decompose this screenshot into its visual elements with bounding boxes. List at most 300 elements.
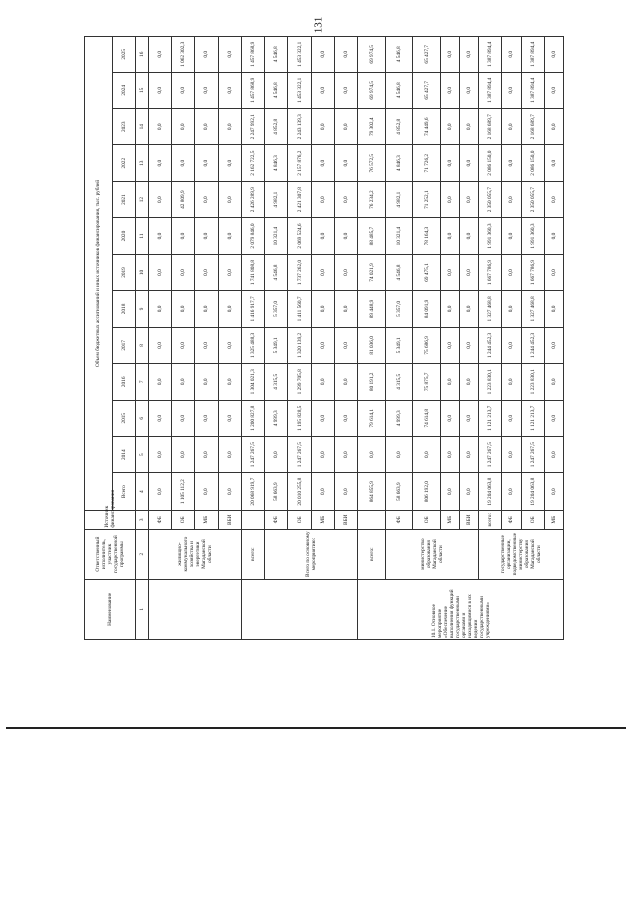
value-cell: 4 852,8 bbox=[385, 109, 413, 145]
executor-header: Ответственный исполнитель, участник государственной программы bbox=[85, 529, 136, 579]
value-cell: 0,0 bbox=[148, 291, 171, 327]
value-cell: 10 321,4 bbox=[385, 218, 413, 254]
value-cell: 0,0 bbox=[441, 218, 460, 254]
value-cell: 0,0 bbox=[502, 145, 521, 181]
value-cell: 1 991 360,3 bbox=[479, 218, 502, 254]
value-cell: 1 327 468,8 bbox=[521, 291, 544, 327]
value-cell: 2 069 524,6 bbox=[288, 218, 311, 254]
value-cell: 5 357,0 bbox=[265, 291, 288, 327]
value-cell: 4 546,8 bbox=[385, 72, 413, 108]
value-cell: 0,0 bbox=[148, 145, 171, 181]
value-cell: 2 421 307,8 bbox=[288, 181, 311, 217]
value-cell: 0,0 bbox=[335, 327, 358, 363]
value-cell: 1 247 267,5 bbox=[521, 436, 544, 472]
executor-cell: жилищно-коммунального хозяйства и энергетики Магаданской области bbox=[148, 529, 241, 579]
value-cell: 0,0 bbox=[335, 473, 358, 510]
value-cell: 0,0 bbox=[544, 291, 563, 327]
value-cell: 0,0 bbox=[311, 37, 334, 73]
name-header: Наименование bbox=[85, 579, 136, 639]
value-cell: 0,0 bbox=[195, 473, 218, 510]
value-cell: 1 247 267,5 bbox=[288, 436, 311, 472]
value-cell: 0,0 bbox=[218, 327, 241, 363]
value-cell: 0,0 bbox=[335, 254, 358, 290]
value-cell: 0,0 bbox=[460, 181, 479, 217]
value-cell: 1 223 830,1 bbox=[479, 364, 502, 400]
value-cell: 1 453 322,1 bbox=[288, 37, 311, 73]
value-cell: 0,0 bbox=[311, 254, 334, 290]
value-cell: 88 485,7 bbox=[358, 218, 386, 254]
value-cell: 80 191,2 bbox=[358, 364, 386, 400]
source-cell: МБ bbox=[544, 510, 563, 529]
value-cell: 0,0 bbox=[335, 364, 358, 400]
value-cell: 0,0 bbox=[441, 436, 460, 472]
value-cell: 69 974,5 bbox=[358, 72, 386, 108]
value-cell: 10 321,4 bbox=[265, 218, 288, 254]
value-cell: 0,0 bbox=[195, 291, 218, 327]
value-cell: 0,0 bbox=[441, 254, 460, 290]
source-cell-empty bbox=[358, 510, 386, 529]
table-row bbox=[479, 37, 502, 640]
executor-cell: всего: bbox=[358, 529, 386, 579]
year-header-2018: 2018 bbox=[112, 291, 135, 327]
value-cell: 5 349,1 bbox=[265, 327, 288, 363]
value-cell: 0,0 bbox=[441, 400, 460, 436]
value-cell: 0,0 bbox=[502, 291, 521, 327]
value-cell: 4 546,8 bbox=[265, 37, 288, 73]
value-cell: 0,0 bbox=[311, 364, 334, 400]
value-cell: 1 121 213,7 bbox=[521, 400, 544, 436]
year-header-2017: 2017 bbox=[112, 327, 135, 363]
value-cell: 0,0 bbox=[544, 436, 563, 472]
value-cell: 1 387 894,4 bbox=[479, 37, 502, 73]
value-cell: 0,0 bbox=[171, 364, 194, 400]
value-cell: 74 021,9 bbox=[358, 254, 386, 290]
value-cell: 0,0 bbox=[335, 181, 358, 217]
value-cell: 20 068 919,7 bbox=[241, 473, 264, 510]
column-index-cell: 10 bbox=[135, 254, 148, 290]
value-cell: 4 546,8 bbox=[385, 37, 413, 73]
value-cell: 0,0 bbox=[502, 364, 521, 400]
column-index-cell: 4 bbox=[135, 473, 148, 510]
value-cell: 0,0 bbox=[460, 436, 479, 472]
value-cell: 0,0 bbox=[218, 436, 241, 472]
value-cell: 58 663,9 bbox=[385, 473, 413, 510]
value-cell: 1 244 452,3 bbox=[521, 327, 544, 363]
value-cell: 0,0 bbox=[171, 291, 194, 327]
source-cell: ФБ bbox=[148, 510, 171, 529]
value-cell: 1 741 808,8 bbox=[241, 254, 264, 290]
value-cell: 2 350 055,7 bbox=[521, 181, 544, 217]
value-cell: 0,0 bbox=[195, 400, 218, 436]
value-cell: 79 302,4 bbox=[358, 109, 386, 145]
column-index-cell: 6 bbox=[135, 400, 148, 436]
value-cell: 4 546,8 bbox=[265, 254, 288, 290]
value-cell: 4 982,1 bbox=[385, 181, 413, 217]
table-row bbox=[265, 37, 288, 640]
value-cell: 0,0 bbox=[311, 400, 334, 436]
value-cell: 1 457 868,9 bbox=[241, 37, 264, 73]
value-cell: 0,0 bbox=[544, 254, 563, 290]
source-cell: ФБ bbox=[502, 510, 521, 529]
value-cell: 0,0 bbox=[218, 364, 241, 400]
value-cell: 4 315,5 bbox=[385, 364, 413, 400]
source-cell: МБ bbox=[311, 510, 334, 529]
value-cell: 76 572,5 bbox=[358, 145, 386, 181]
source-cell: всего: bbox=[479, 510, 502, 529]
value-cell: 0,0 bbox=[195, 436, 218, 472]
value-cell: 1 737 262,0 bbox=[288, 254, 311, 290]
column-index-cell: 3 bbox=[135, 510, 148, 529]
value-cell: 2 086 150,0 bbox=[479, 145, 502, 181]
source-cell: ВБИ bbox=[460, 510, 479, 529]
value-cell: 1 387 894,4 bbox=[479, 72, 502, 108]
value-cell: 75 686,9 bbox=[413, 327, 441, 363]
value-cell: 1 667 786,9 bbox=[521, 254, 544, 290]
table-row bbox=[241, 37, 264, 640]
value-cell: 0,0 bbox=[544, 72, 563, 108]
index-row bbox=[135, 37, 148, 640]
value-cell: 0,0 bbox=[335, 218, 358, 254]
value-cell: 2 350 055,7 bbox=[479, 181, 502, 217]
value-cell: 0,0 bbox=[460, 364, 479, 400]
value-cell: 0,0 bbox=[335, 145, 358, 181]
name-cell-empty bbox=[148, 579, 241, 639]
value-cell: 0,0 bbox=[218, 218, 241, 254]
value-cell: 0,0 bbox=[502, 473, 521, 510]
value-cell: 69 974,5 bbox=[358, 37, 386, 73]
year-header-2023: 2023 bbox=[112, 109, 135, 145]
value-cell: 0,0 bbox=[171, 72, 194, 108]
value-cell: 0,0 bbox=[148, 72, 171, 108]
value-cell: 0,0 bbox=[195, 254, 218, 290]
value-cell: 89 448,9 bbox=[358, 291, 386, 327]
value-cell: 1 195 828,5 bbox=[288, 400, 311, 436]
value-cell: 0,0 bbox=[171, 145, 194, 181]
value-cell: 1 105 112,2 bbox=[171, 473, 194, 510]
value-cell: 19 204 063,8 bbox=[521, 473, 544, 510]
value-cell: 1 200 827,8 bbox=[241, 400, 264, 436]
value-cell: 0,0 bbox=[544, 364, 563, 400]
value-cell: 0,0 bbox=[502, 37, 521, 73]
value-cell: 864 855,9 bbox=[358, 473, 386, 510]
header-row bbox=[85, 37, 113, 640]
value-cell: 1 387 894,4 bbox=[521, 37, 544, 73]
column-index-cell: 9 bbox=[135, 291, 148, 327]
value-cell: 2 168 689,7 bbox=[479, 109, 502, 145]
value-cell: 1 299 705,8 bbox=[288, 364, 311, 400]
value-cell: 0,0 bbox=[502, 400, 521, 436]
value-cell: 0,0 bbox=[544, 109, 563, 145]
value-cell: 78 164,3 bbox=[413, 218, 441, 254]
executor-cell: Всего по основному мероприятию: bbox=[265, 529, 358, 579]
value-cell: 0,0 bbox=[148, 254, 171, 290]
value-cell: 69 475,1 bbox=[413, 254, 441, 290]
value-cell: 0,0 bbox=[148, 473, 171, 510]
value-cell: 0,0 bbox=[265, 436, 288, 472]
page-number: 131 bbox=[312, 16, 324, 34]
value-cell: 65 427,7 bbox=[413, 72, 441, 108]
value-cell: 65 427,7 bbox=[413, 37, 441, 73]
column-index-cell: 12 bbox=[135, 181, 148, 217]
value-cell: 0,0 bbox=[441, 72, 460, 108]
value-cell: 0,0 bbox=[195, 109, 218, 145]
value-cell: 0,0 bbox=[148, 400, 171, 436]
value-cell: 42 809,9 bbox=[171, 181, 194, 217]
column-index-cell: 15 bbox=[135, 72, 148, 108]
source-cell: ОБ bbox=[521, 510, 544, 529]
value-cell: 0,0 bbox=[544, 181, 563, 217]
value-cell: 1 247 267,5 bbox=[479, 436, 502, 472]
value-cell: 0,0 bbox=[148, 364, 171, 400]
value-cell: 0,0 bbox=[502, 181, 521, 217]
value-cell: 0,0 bbox=[460, 254, 479, 290]
value-cell: 0,0 bbox=[441, 327, 460, 363]
value-cell: 0,0 bbox=[218, 109, 241, 145]
value-cell: 2 162 722,5 bbox=[241, 145, 264, 181]
year-header-2014: 2014 bbox=[112, 436, 135, 472]
value-cell: 0,0 bbox=[171, 109, 194, 145]
value-cell: 806 192,0 bbox=[413, 473, 441, 510]
column-index-cell: 5 bbox=[135, 436, 148, 472]
value-cell: 4 999,3 bbox=[265, 400, 288, 436]
column-index-cell: 7 bbox=[135, 364, 148, 400]
value-cell: 1 453 322,1 bbox=[288, 72, 311, 108]
value-cell: 0,0 bbox=[441, 145, 460, 181]
value-cell: 1 121 213,7 bbox=[479, 400, 502, 436]
value-cell: 0,0 bbox=[502, 109, 521, 145]
value-cell: 0,0 bbox=[502, 218, 521, 254]
value-cell: 74 449,6 bbox=[413, 109, 441, 145]
value-cell: 0,0 bbox=[502, 436, 521, 472]
value-cell: 0,0 bbox=[148, 218, 171, 254]
value-cell: 4 315,5 bbox=[265, 364, 288, 400]
value-cell: 0,0 bbox=[195, 327, 218, 363]
year-header-2019: 2019 bbox=[112, 254, 135, 290]
value-cell: 0,0 bbox=[218, 181, 241, 217]
value-cell: 0,0 bbox=[335, 436, 358, 472]
source-header: Источник финансирования bbox=[85, 510, 136, 529]
executor-cell: министерство образования Магаданской области bbox=[385, 529, 478, 579]
year-header-2015: 2015 bbox=[112, 400, 135, 436]
value-cell: 0,0 bbox=[148, 37, 171, 73]
value-cell: 0,0 bbox=[311, 436, 334, 472]
value-cell: 4 982,1 bbox=[265, 181, 288, 217]
value-cell: 0,0 bbox=[195, 72, 218, 108]
value-cell: 0,0 bbox=[441, 473, 460, 510]
value-cell: 0,0 bbox=[460, 37, 479, 73]
value-cell: 0,0 bbox=[148, 327, 171, 363]
value-cell: 0,0 bbox=[171, 254, 194, 290]
value-cell: 74 614,8 bbox=[413, 400, 441, 436]
funding-table bbox=[84, 36, 564, 640]
source-cell: ВБИ bbox=[218, 510, 241, 529]
value-cell: 1 325 488,3 bbox=[241, 327, 264, 363]
value-cell: 0,0 bbox=[195, 181, 218, 217]
value-cell: 2 079 846,0 bbox=[241, 218, 264, 254]
value-cell: 2 157 876,2 bbox=[288, 145, 311, 181]
table-row bbox=[148, 37, 171, 640]
value-cell: 0,0 bbox=[413, 436, 441, 472]
value-cell: 1 387 894,4 bbox=[521, 72, 544, 108]
value-cell: 0,0 bbox=[544, 400, 563, 436]
value-cell: 75 875,7 bbox=[413, 364, 441, 400]
value-cell: 0,0 bbox=[460, 327, 479, 363]
column-index-cell: 11 bbox=[135, 218, 148, 254]
value-cell: 0,0 bbox=[311, 291, 334, 327]
value-cell: 71 252,1 bbox=[413, 181, 441, 217]
value-cell: 84 091,9 bbox=[413, 291, 441, 327]
value-cell: 0,0 bbox=[311, 218, 334, 254]
source-cell: ФБ bbox=[265, 510, 288, 529]
value-cell: 0,0 bbox=[311, 72, 334, 108]
value-cell: 1 247 267,5 bbox=[241, 436, 264, 472]
year-header-2021: 2021 bbox=[112, 181, 135, 217]
funding-header: Объем бюджетных ассигнований и иных источников финансирования, тыс. рублей bbox=[85, 37, 113, 511]
value-cell: 4 546,8 bbox=[265, 72, 288, 108]
value-cell: 0,0 bbox=[460, 109, 479, 145]
value-cell: 0,0 bbox=[148, 109, 171, 145]
value-cell: 20 010 255,8 bbox=[288, 473, 311, 510]
value-cell: 0,0 bbox=[195, 364, 218, 400]
source-cell: ВБИ bbox=[335, 510, 358, 529]
table-row bbox=[385, 37, 413, 640]
year-header-2020: 2020 bbox=[112, 218, 135, 254]
value-cell: 0,0 bbox=[311, 145, 334, 181]
value-cell: 0,0 bbox=[218, 291, 241, 327]
executor-cell: всего: bbox=[241, 529, 264, 579]
value-cell: 0,0 bbox=[335, 400, 358, 436]
value-cell: 0,0 bbox=[148, 436, 171, 472]
value-cell: 0,0 bbox=[311, 109, 334, 145]
value-cell: 1 457 868,9 bbox=[241, 72, 264, 108]
page-separator-line bbox=[6, 727, 626, 729]
value-cell: 0,0 bbox=[171, 218, 194, 254]
value-cell: 71 726,2 bbox=[413, 145, 441, 181]
value-cell: 1 244 452,3 bbox=[479, 327, 502, 363]
value-cell: 0,0 bbox=[218, 145, 241, 181]
value-cell: 5 349,1 bbox=[385, 327, 413, 363]
value-cell: 5 357,0 bbox=[385, 291, 413, 327]
value-cell: 0,0 bbox=[460, 473, 479, 510]
value-cell: 0,0 bbox=[544, 145, 563, 181]
value-cell: 0,0 bbox=[335, 291, 358, 327]
value-cell: 0,0 bbox=[148, 181, 171, 217]
column-index-cell: 2 bbox=[135, 529, 148, 579]
value-cell: 0,0 bbox=[544, 218, 563, 254]
source-cell: ОБ bbox=[171, 510, 194, 529]
measure-name-cell: 10.1. Основное мероприятие «Обеспечение выполнения функций государственными органами и находящимися в их ведении государственными учреждениями» bbox=[358, 579, 564, 639]
value-cell: 0,0 bbox=[335, 37, 358, 73]
value-cell: 0,0 bbox=[218, 254, 241, 290]
table-row bbox=[358, 37, 386, 640]
value-cell: 0,0 bbox=[335, 72, 358, 108]
value-cell: 0,0 bbox=[544, 473, 563, 510]
value-cell: 19 204 063,8 bbox=[479, 473, 502, 510]
value-cell: 0,0 bbox=[460, 72, 479, 108]
value-cell: 0,0 bbox=[195, 145, 218, 181]
value-cell: 0,0 bbox=[502, 254, 521, 290]
value-cell: 58 663,9 bbox=[265, 473, 288, 510]
source-cell-empty bbox=[241, 510, 264, 529]
value-cell: 1 416 917,7 bbox=[241, 291, 264, 327]
value-cell: 4 846,3 bbox=[385, 145, 413, 181]
value-cell: 0,0 bbox=[460, 291, 479, 327]
value-cell: 1 223 830,1 bbox=[521, 364, 544, 400]
value-cell: 0,0 bbox=[441, 37, 460, 73]
value-cell: 0,0 bbox=[460, 145, 479, 181]
value-cell: 0,0 bbox=[195, 218, 218, 254]
value-cell: 0,0 bbox=[441, 364, 460, 400]
value-cell: 0,0 bbox=[502, 327, 521, 363]
value-cell: 0,0 bbox=[385, 436, 413, 472]
value-cell: 1 991 360,3 bbox=[521, 218, 544, 254]
value-cell: 1 667 786,9 bbox=[479, 254, 502, 290]
value-cell: 0,0 bbox=[195, 37, 218, 73]
value-cell: 2 086 150,0 bbox=[521, 145, 544, 181]
value-cell: 2 247 992,1 bbox=[241, 109, 264, 145]
value-cell: 0,0 bbox=[218, 400, 241, 436]
total-header: Всего bbox=[112, 473, 135, 510]
value-cell: 0,0 bbox=[335, 109, 358, 145]
value-cell: 4 546,8 bbox=[385, 254, 413, 290]
name-cell-empty bbox=[241, 579, 358, 639]
value-cell: 0,0 bbox=[544, 37, 563, 73]
value-cell: 1 062 302,3 bbox=[171, 37, 194, 73]
value-cell: 0,0 bbox=[218, 473, 241, 510]
source-cell: ОБ bbox=[413, 510, 441, 529]
year-header-2024: 2024 bbox=[112, 72, 135, 108]
value-cell: 0,0 bbox=[460, 218, 479, 254]
value-cell: 0,0 bbox=[218, 37, 241, 73]
value-cell: 0,0 bbox=[218, 72, 241, 108]
value-cell: 0,0 bbox=[460, 400, 479, 436]
value-cell: 0,0 bbox=[441, 109, 460, 145]
value-cell: 4 852,8 bbox=[265, 109, 288, 145]
value-cell: 2 168 689,7 bbox=[521, 109, 544, 145]
source-cell: МБ bbox=[441, 510, 460, 529]
column-index-cell: 13 bbox=[135, 145, 148, 181]
value-cell: 2 426 289,9 bbox=[241, 181, 264, 217]
funding-table-sheet bbox=[84, 36, 564, 640]
source-cell: ОБ bbox=[288, 510, 311, 529]
value-cell: 2 243 139,3 bbox=[288, 109, 311, 145]
column-index-cell: 8 bbox=[135, 327, 148, 363]
value-cell: 0,0 bbox=[171, 436, 194, 472]
value-cell: 0,0 bbox=[311, 473, 334, 510]
column-index-cell: 14 bbox=[135, 109, 148, 145]
value-cell: 0,0 bbox=[171, 327, 194, 363]
year-header-2016: 2016 bbox=[112, 364, 135, 400]
value-cell: 4 846,3 bbox=[265, 145, 288, 181]
column-index-cell: 1 bbox=[135, 579, 148, 639]
year-header-2025: 2025 bbox=[112, 37, 135, 73]
column-index-cell: 16 bbox=[135, 37, 148, 73]
value-cell: 0,0 bbox=[502, 72, 521, 108]
value-cell: 79 614,1 bbox=[358, 400, 386, 436]
value-cell: 1 320 139,2 bbox=[288, 327, 311, 363]
executor-cell: государственные организации, подведомственные министерству образования Магаданской области bbox=[479, 529, 564, 579]
value-cell: 0,0 bbox=[441, 181, 460, 217]
year-header-2022: 2022 bbox=[112, 145, 135, 181]
value-cell: 1 411 560,7 bbox=[288, 291, 311, 327]
source-cell: МБ bbox=[195, 510, 218, 529]
value-cell: 81 036,0 bbox=[358, 327, 386, 363]
value-cell: 0,0 bbox=[311, 327, 334, 363]
value-cell: 0,0 bbox=[171, 400, 194, 436]
source-cell: ФБ bbox=[385, 510, 413, 529]
value-cell: 0,0 bbox=[441, 291, 460, 327]
value-cell: 1 304 021,3 bbox=[241, 364, 264, 400]
